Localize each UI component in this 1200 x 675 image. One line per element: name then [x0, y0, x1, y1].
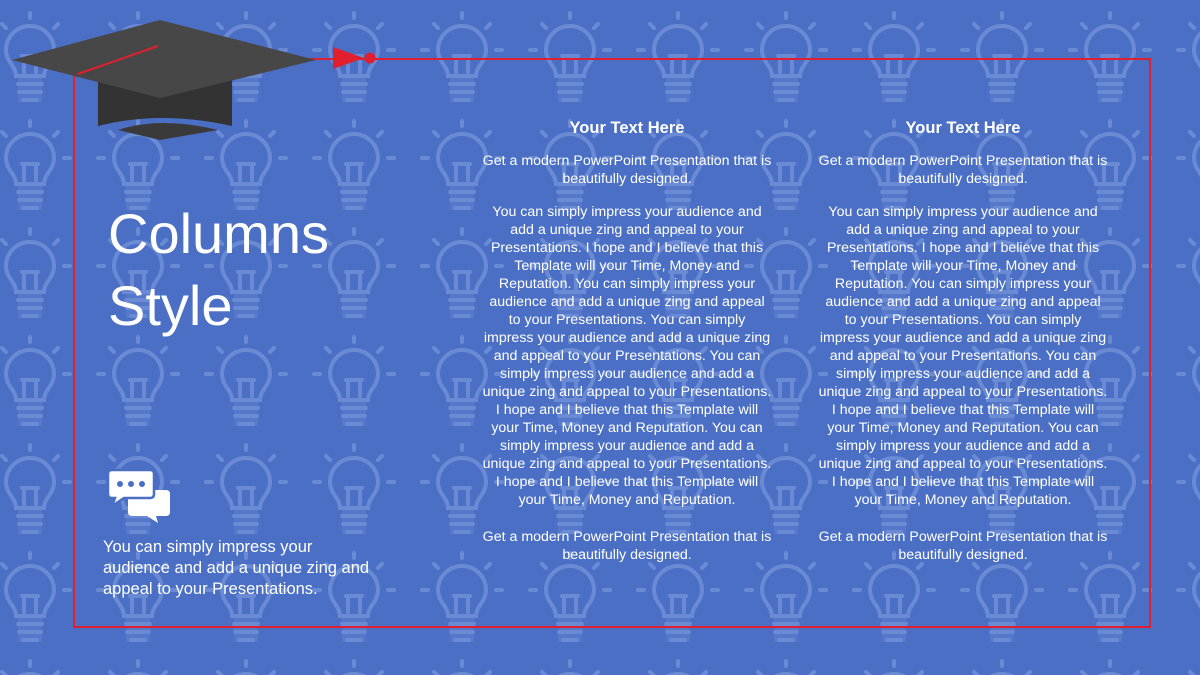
chat-bubbles-icon — [106, 468, 172, 524]
slide-title — [108, 198, 428, 342]
left-description: You can simply impress your audience and add a unique zing and appeal to your Presentations. — [103, 538, 370, 598]
title-line-2: Style — [108, 273, 233, 337]
column-heading: Your Text Here — [905, 119, 1021, 137]
column-intro: Get a modern PowerPoint Presentation that is beautifully designed. — [482, 153, 772, 187]
pointer-arrow-icon — [330, 45, 380, 71]
text-column-2 — [818, 118, 1108, 579]
text-column-1 — [482, 118, 772, 579]
column-body: You can simply impress your audience and add a unique zing and appeal to your Presentations. I hope and I believe that this Template will your Time, Money and Reputation. You can simply impress your audience and add a unique zing and appeal to your Presentations. You can simply impress your audience and add a unique zing and appeal to your Presentations. You can simply impress your audience and add a unique zing and appeal to your Presentations. I hope and I believe that this Template will your Time, Money and Reputation. You can simply impress your audience and add a unique zing and appeal to your Presentations. I hope and I believe that this Template will your Time, Money and Reputation. — [482, 204, 772, 508]
column-body: You can simply impress your audience and add a unique zing and appeal to your Presentations. I hope and I believe that this Template will your Time, Money and Reputation. You can simply impress your audience and add a unique zing and appeal to your Presentations. You can simply impress your audience and add a unique zing and appeal to your Presentations. You can simply impress your audience and add a unique zing and appeal to your Presentations. I hope and I believe that this Template will your Time, Money and Reputation. You can simply impress your audience and add a unique zing and appeal to your Presentations. I hope and I believe that this Template will your Time, Money and Reputation. — [818, 204, 1108, 508]
title-line-1: Columns — [108, 201, 329, 265]
column-heading: Your Text Here — [569, 119, 685, 137]
graduation-cap-icon — [10, 18, 320, 143]
column-closing: Get a modern PowerPoint Presentation that is beautifully designed. — [818, 529, 1108, 563]
column-closing: Get a modern PowerPoint Presentation that is beautifully designed. — [482, 529, 772, 563]
column-intro: Get a modern PowerPoint Presentation that is beautifully designed. — [818, 153, 1108, 187]
